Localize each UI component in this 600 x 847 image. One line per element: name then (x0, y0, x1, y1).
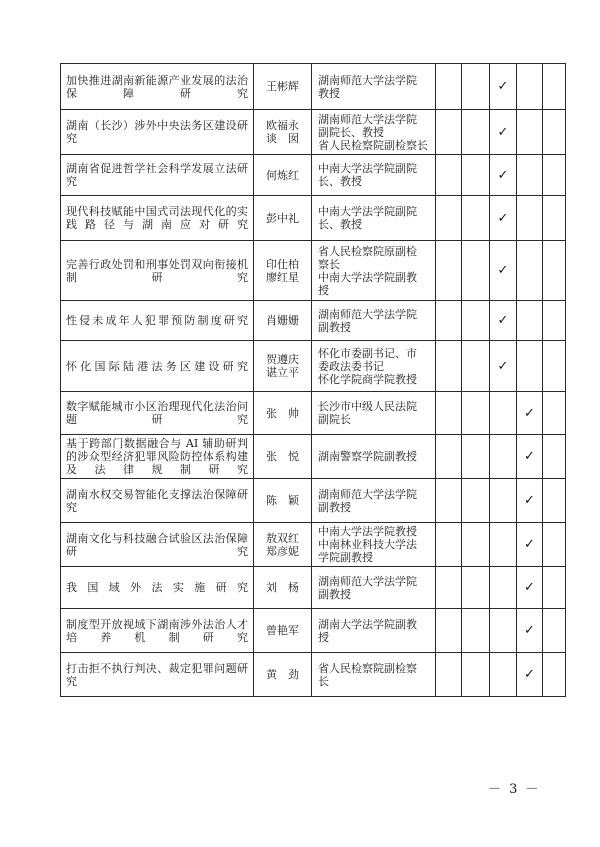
affiliation-cell-text: 中南大学法学院教授 中南林业科技大学法 学院副教授 (318, 525, 417, 564)
project-title-cell (61, 609, 254, 653)
affiliation-cell (312, 523, 436, 567)
author-cell (254, 301, 312, 341)
mark-cell (543, 567, 566, 609)
mark-cell (462, 110, 490, 155)
check-mark-icon: ✓ (524, 405, 535, 421)
author-cell (254, 479, 312, 523)
mark-cell (490, 435, 517, 479)
author-cell-text: 彭中礼 (266, 211, 299, 225)
table-row (61, 196, 566, 241)
author-cell-text: 张 悦 (266, 450, 299, 463)
mark-cell (462, 653, 490, 697)
project-title-cell (61, 301, 254, 341)
author-cell (254, 110, 312, 155)
mark-cell (462, 196, 490, 241)
project-title-cell (61, 479, 254, 523)
mark-cell (517, 155, 543, 196)
mark-cell (490, 64, 517, 110)
mark-cell (490, 609, 517, 653)
mark-cell (543, 241, 566, 301)
table-row (61, 241, 566, 301)
author-cell (254, 341, 312, 392)
project-title-cell (61, 241, 254, 301)
mark-cell (462, 609, 490, 653)
mark-cell (517, 64, 543, 110)
affiliation-cell-text: 省人民检察院副检察 长 (318, 661, 417, 688)
mark-cell (490, 301, 517, 341)
affiliation-cell-text: 怀化市委副书记、市 委政法委书记 怀化学院商学院教授 (318, 346, 417, 386)
mark-cell (543, 196, 566, 241)
affiliation-cell (312, 567, 436, 609)
check-mark-icon: ✓ (497, 167, 509, 183)
project-title-cell-text: 加快推进湖南新能源产业发展的法治保障研究 (66, 73, 248, 100)
project-title-cell-text: 怀化国际陆港法务区建设研究 (66, 359, 248, 373)
author-cell (254, 392, 312, 435)
mark-cell (517, 241, 543, 301)
mark-cell (462, 301, 490, 341)
mark-cell (517, 523, 543, 567)
affiliation-cell-text: 中南大学法学院副院 长、教授 (318, 205, 417, 231)
project-title-cell (61, 392, 254, 435)
author-cell-text: 肖姗姗 (266, 314, 299, 327)
mark-cell (490, 196, 517, 241)
mark-cell (490, 341, 517, 392)
mark-cell (543, 479, 566, 523)
mark-cell (543, 523, 566, 567)
project-title-cell-text: 打击拒不执行判决、裁定犯罪问题研究 (66, 661, 248, 688)
project-title-cell-text: 性侵未成年人犯罪预防制度研究 (66, 314, 248, 327)
author-cell (254, 196, 312, 241)
check-mark-icon: ✓ (497, 124, 509, 140)
project-title-cell-text: 制度型开放视域下湖南涉外法治人才培养机制研究 (66, 617, 248, 644)
project-title-cell (61, 196, 254, 241)
check-mark-icon: ✓ (524, 493, 535, 508)
author-cell (254, 241, 312, 301)
mark-cell (436, 301, 462, 341)
project-title-cell-text: 湖南省促进哲学社会科学发展立法研究 (66, 162, 248, 188)
mark-cell (490, 392, 517, 435)
check-mark-icon: ✓ (497, 313, 509, 328)
table-row (61, 155, 566, 196)
mark-cell (436, 609, 462, 653)
mark-cell (543, 301, 566, 341)
mark-cell (543, 653, 566, 697)
table-row (61, 110, 566, 155)
mark-cell (517, 567, 543, 609)
affiliation-cell (312, 435, 436, 479)
project-title-cell (61, 341, 254, 392)
affiliation-cell-text: 省人民检察院原副检 察长 中南大学法学院副教 授 (318, 244, 417, 297)
page-number: － 3 － (488, 782, 541, 797)
mark-cell (436, 196, 462, 241)
project-title-cell (61, 653, 254, 697)
mark-cell (436, 392, 462, 435)
mark-cell (490, 523, 517, 567)
affiliation-cell-text: 湖南师范大学法学院 教授 (318, 73, 417, 100)
affiliation-cell-text: 湖南警察学院副教授 (318, 450, 417, 463)
affiliation-cell (312, 392, 436, 435)
affiliation-cell-text: 湖南师范大学法学院 副院长、教授 省人民检察院副检察长 (318, 112, 428, 152)
author-cell-text: 王彬辉 (266, 80, 299, 93)
mark-cell (517, 301, 543, 341)
affiliation-cell-text: 湖南大学法学院副教 授 (318, 617, 417, 644)
project-table (60, 63, 566, 697)
affiliation-cell (312, 241, 436, 301)
affiliation-cell-text: 湖南师范大学法学院 副教授 (318, 307, 417, 334)
mark-cell (436, 341, 462, 392)
affiliation-cell-text: 湖南师范大学法学院 副教授 (318, 574, 417, 601)
mark-cell (462, 567, 490, 609)
mark-cell (462, 155, 490, 196)
project-title-cell (61, 64, 254, 110)
affiliation-cell (312, 64, 436, 110)
author-cell-text: 黄 劲 (266, 668, 299, 681)
mark-cell (543, 341, 566, 392)
table-row (61, 64, 566, 110)
mark-cell (490, 653, 517, 697)
mark-cell (543, 64, 566, 110)
mark-cell (517, 609, 543, 653)
mark-cell (462, 523, 490, 567)
mark-cell (436, 241, 462, 301)
mark-cell (436, 64, 462, 110)
mark-cell (490, 479, 517, 523)
project-title-cell-text: 我国域外法实施研究 (66, 581, 248, 594)
mark-cell (436, 567, 462, 609)
author-cell-text: 印仕柏 廖红星 (266, 257, 299, 284)
mark-cell (543, 609, 566, 653)
mark-cell (436, 523, 462, 567)
mark-cell (462, 64, 490, 110)
project-title-cell-text: 现代科技赋能中国式司法现代化的实践路径与湖南应对研究 (66, 205, 248, 231)
mark-cell (436, 435, 462, 479)
mark-cell (490, 241, 517, 301)
table-row (61, 653, 566, 697)
table-row (61, 609, 566, 653)
affiliation-cell-text: 长沙市中级人民法院 副院长 (318, 400, 417, 426)
project-title-cell (61, 155, 254, 196)
project-title-cell-text: 完善行政处罚和刑事处罚双向衔接机制研究 (66, 257, 248, 284)
author-cell-text: 陈 颖 (266, 494, 299, 507)
author-cell-text: 刘 杨 (266, 581, 299, 594)
table-row (61, 523, 566, 567)
author-cell (254, 435, 312, 479)
author-cell-text: 曾艳军 (266, 624, 299, 637)
table-row (61, 392, 566, 435)
mark-cell (462, 341, 490, 392)
mark-cell (543, 155, 566, 196)
check-mark-icon: ✓ (524, 449, 535, 464)
project-title-cell-text: 基于跨部门数据融合与 AI 辅助研判的涉众型经济犯罪风险防控体系构建及法律规制研究 (66, 437, 248, 476)
check-mark-icon: ✓ (497, 210, 509, 226)
author-cell (254, 609, 312, 653)
table-row (61, 567, 566, 609)
check-mark-icon: ✓ (497, 358, 509, 374)
affiliation-cell (312, 341, 436, 392)
mark-cell (462, 392, 490, 435)
affiliation-cell (312, 301, 436, 341)
mark-cell (490, 155, 517, 196)
check-mark-icon: ✓ (524, 667, 535, 682)
author-cell (254, 64, 312, 110)
mark-cell (517, 110, 543, 155)
affiliation-cell (312, 479, 436, 523)
table-body (61, 64, 566, 697)
mark-cell (462, 435, 490, 479)
author-cell-text: 敖双红 郑彦妮 (266, 531, 299, 558)
author-cell-text: 张 帅 (266, 406, 299, 420)
project-title-cell-text: 湖南文化与科技融合试验区法治保障研究 (66, 531, 248, 558)
check-mark-icon: ✓ (497, 79, 509, 94)
project-title-cell (61, 523, 254, 567)
affiliation-cell (312, 110, 436, 155)
check-mark-icon: ✓ (524, 580, 535, 595)
mark-cell (436, 479, 462, 523)
check-mark-icon: ✓ (524, 537, 535, 552)
mark-cell (462, 479, 490, 523)
author-cell-text: 贺遵庆 谌立平 (266, 353, 299, 379)
project-title-cell-text: 湖南（长沙）涉外中央法务区建设研究 (66, 119, 248, 145)
affiliation-cell-text: 中南大学法学院副院 长、教授 (318, 162, 417, 188)
project-title-cell (61, 110, 254, 155)
mark-cell (517, 653, 543, 697)
mark-cell (543, 110, 566, 155)
check-mark-icon: ✓ (524, 623, 535, 638)
mark-cell (543, 435, 566, 479)
author-cell (254, 523, 312, 567)
author-cell (254, 155, 312, 196)
mark-cell (436, 155, 462, 196)
table-row (61, 341, 566, 392)
mark-cell (517, 341, 543, 392)
author-cell (254, 653, 312, 697)
mark-cell (462, 241, 490, 301)
affiliation-cell (312, 609, 436, 653)
mark-cell (517, 392, 543, 435)
affiliation-cell (312, 653, 436, 697)
mark-cell (490, 567, 517, 609)
author-cell-text: 欧福永 谈 囡 (266, 119, 299, 145)
mark-cell (517, 435, 543, 479)
project-title-cell (61, 435, 254, 479)
mark-cell (543, 392, 566, 435)
project-title-cell (61, 567, 254, 609)
table-row (61, 479, 566, 523)
table-row (61, 435, 566, 479)
mark-cell (517, 196, 543, 241)
affiliation-cell-text: 湖南师范大学法学院 副教授 (318, 487, 417, 514)
mark-cell (436, 110, 462, 155)
mark-cell (517, 479, 543, 523)
project-title-cell-text: 湖南水权交易智能化支撑法治保障研究 (66, 487, 248, 514)
mark-cell (490, 110, 517, 155)
project-title-cell-text: 数字赋能城市小区治理现代化法治问题研究 (66, 400, 248, 426)
author-cell (254, 567, 312, 609)
affiliation-cell (312, 196, 436, 241)
table-row (61, 301, 566, 341)
author-cell-text: 何炼红 (266, 168, 299, 182)
check-mark-icon: ✓ (497, 263, 509, 278)
mark-cell (436, 653, 462, 697)
affiliation-cell (312, 155, 436, 196)
